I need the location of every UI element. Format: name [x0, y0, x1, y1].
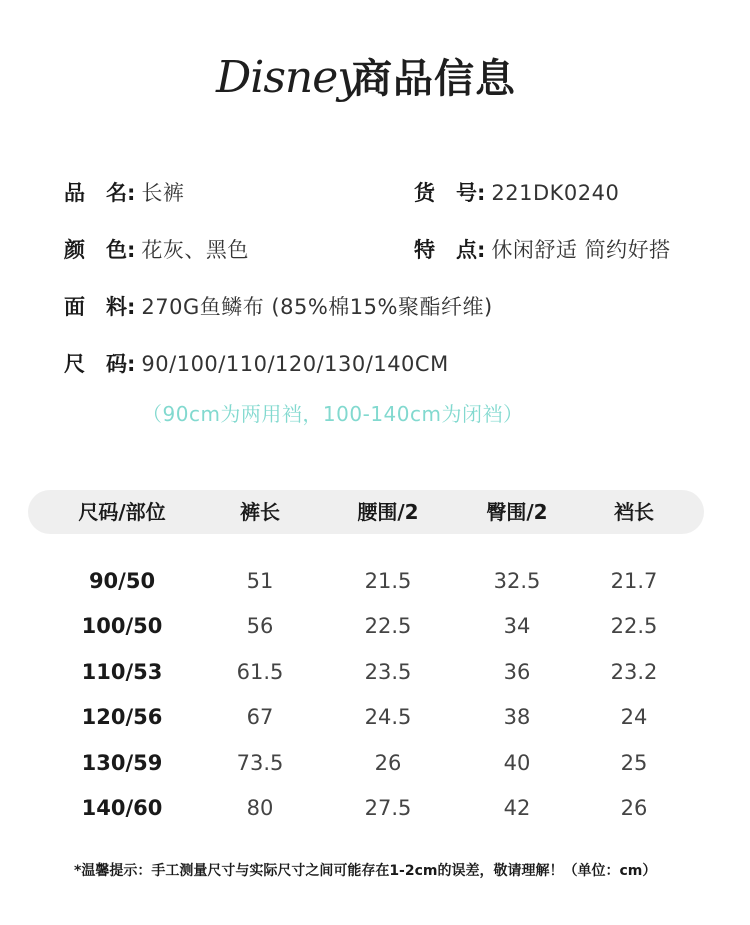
table-cell-size: 90/50 — [88, 569, 156, 593]
table-cell-size: 100/50 — [81, 614, 163, 638]
info-item-no-sep: : — [477, 181, 486, 205]
table-cell: 21.7 — [610, 569, 658, 593]
info-color-value: 花灰、黑色 — [141, 238, 249, 262]
col-header-crotch: 裆长 — [614, 500, 654, 524]
table-cell: 26 — [620, 796, 648, 820]
info-name-value: 长裤 — [141, 181, 185, 205]
info-size-sep: : — [127, 352, 136, 376]
disney-logo: Disney — [216, 52, 362, 103]
info-feature — [414, 235, 671, 265]
info-fabric-label: 面 料 — [64, 295, 127, 319]
table-cell: 24.5 — [364, 705, 412, 729]
col-header-hip: 臀围/2 — [486, 500, 548, 524]
table-cell: 23.2 — [610, 660, 658, 684]
table-cell: 25 — [620, 751, 648, 775]
table-row — [28, 652, 704, 692]
info-item-no-label: 货 号 — [414, 181, 477, 205]
table-cell: 34 — [503, 614, 531, 638]
table-cell: 23.5 — [364, 660, 412, 684]
table-row — [28, 561, 704, 601]
table-cell: 51 — [246, 569, 274, 593]
table-cell: 27.5 — [364, 796, 412, 820]
info-size-value: 90/100/110/120/130/140CM — [141, 352, 449, 376]
info-feature-label: 特 点 — [414, 238, 477, 262]
table-cell: 61.5 — [236, 660, 284, 684]
table-cell: 67 — [246, 705, 274, 729]
table-row — [28, 743, 704, 783]
size-note: （90cm为两用裆，100-140cm为闭裆） — [142, 402, 524, 426]
info-name — [64, 178, 184, 208]
footer-note: *温馨提示：手工测量尺寸与实际尺寸之间可能存在1-2cm的误差，敬请理解！（单位：cm） — [74, 863, 657, 879]
table-cell-size: 130/59 — [81, 751, 163, 775]
info-fabric — [64, 292, 493, 322]
table-cell: 21.5 — [364, 569, 412, 593]
table-cell: 40 — [503, 751, 531, 775]
header — [0, 46, 750, 116]
table-cell: 42 — [503, 796, 531, 820]
info-item-no-value: 221DK0240 — [491, 181, 620, 205]
table-cell: 22.5 — [364, 614, 412, 638]
info-item-no — [414, 178, 619, 208]
size-table-header — [28, 490, 704, 534]
info-color-sep: : — [127, 238, 136, 262]
table-row — [28, 606, 704, 646]
table-cell: 22.5 — [610, 614, 658, 638]
table-cell-size: 120/56 — [81, 705, 163, 729]
table-cell: 32.5 — [493, 569, 541, 593]
table-cell: 56 — [246, 614, 274, 638]
table-cell: 26 — [374, 751, 402, 775]
table-row — [28, 697, 704, 737]
table-cell-size: 110/53 — [81, 660, 163, 684]
col-header-length: 裤长 — [240, 500, 280, 524]
info-fabric-value: 270G鱼鳞布 (85%棉15%聚酯纤维) — [141, 295, 493, 319]
col-header-waist: 腰围/2 — [357, 500, 419, 524]
table-cell: 38 — [503, 705, 531, 729]
info-name-label: 品 名 — [64, 181, 127, 205]
info-fabric-sep: : — [127, 295, 136, 319]
table-cell-size: 140/60 — [81, 796, 163, 820]
info-feature-value: 休闲舒适 简约好搭 — [491, 238, 671, 262]
info-size-label: 尺 码 — [64, 352, 127, 376]
table-row — [28, 788, 704, 828]
table-cell: 24 — [620, 705, 648, 729]
info-color-label: 颜 色 — [64, 238, 127, 262]
col-header-size: 尺码/部位 — [78, 500, 166, 524]
info-color — [64, 235, 249, 265]
table-cell: 73.5 — [236, 751, 284, 775]
info-name-sep: : — [127, 181, 136, 205]
table-cell: 80 — [246, 796, 274, 820]
info-size — [64, 349, 449, 379]
info-feature-sep: : — [477, 238, 486, 262]
table-cell: 36 — [503, 660, 531, 684]
page-title: 商品信息 — [352, 56, 516, 102]
